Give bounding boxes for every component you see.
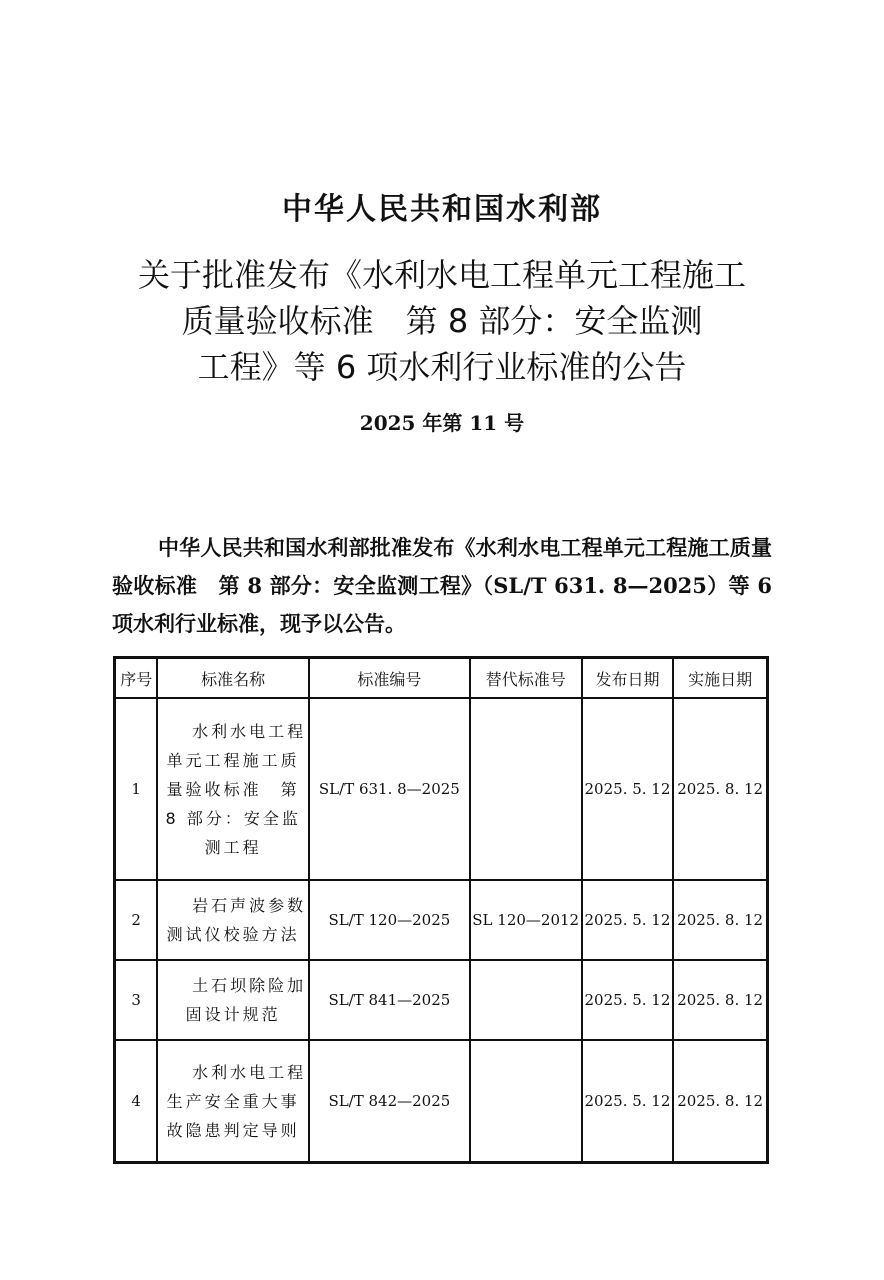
row-name-text: 水利水电工程生产安全重大事故隐患判定导则	[166, 1062, 307, 1140]
header-implemented: 实施日期	[673, 658, 767, 699]
row-seq: 4	[115, 1040, 158, 1163]
issuing-authority: 中华人民共和国水利部	[282, 192, 602, 227]
row-implemented: 2025. 8. 12	[673, 1040, 767, 1163]
document-number: 2025 年第 11 号	[359, 411, 525, 435]
table-row	[115, 698, 768, 880]
row-replaced: SL 120—2012	[470, 880, 582, 960]
row-code: SL/T 120—2025	[309, 880, 470, 960]
title-line-2: 质量验收标准 第 8 部分：安全监测	[181, 302, 703, 340]
row-seq: 3	[115, 960, 158, 1040]
row-published: 2025. 5. 12	[582, 1040, 674, 1163]
row-seq: 2	[115, 880, 158, 960]
row-seq: 1	[115, 698, 158, 880]
row-name-text: 水利水电工程单元工程施工质量验收标准 第 8 部分：安全监测工程	[165, 721, 307, 857]
row-published: 2025. 5. 12	[582, 880, 674, 960]
row-replaced	[470, 698, 582, 880]
row-name	[157, 698, 309, 880]
announcement-title	[60, 252, 824, 390]
row-code: SL/T 842—2025	[309, 1040, 470, 1163]
row-published: 2025. 5. 12	[582, 960, 674, 1040]
title-line-3: 工程》等 6 项水利行业标准的公告	[197, 348, 687, 386]
header-seq: 序号	[115, 658, 158, 699]
table-row	[115, 880, 768, 960]
row-implemented: 2025. 8. 12	[673, 698, 767, 880]
row-name	[157, 960, 309, 1040]
row-replaced	[470, 1040, 582, 1163]
announcement-paragraph: 中华人民共和国水利部批准发布《水利水电工程单元工程施工质量验收标准 第 8 部分：安全监测工程》（SL/T 631. 8—2025）等 6 项水利行业标准，现予以公告。	[112, 535, 772, 636]
row-name-text: 土石坝除险加固设计规范	[185, 976, 307, 1024]
header-published: 发布日期	[582, 658, 674, 699]
row-replaced	[470, 960, 582, 1040]
row-published: 2025. 5. 12	[582, 698, 674, 880]
header-name: 标准名称	[157, 658, 309, 699]
header-replaced: 替代标准号	[470, 658, 582, 699]
row-code: SL/T 841—2025	[309, 960, 470, 1040]
row-name-text: 岩石声波参数测试仪校验方法	[166, 896, 307, 944]
row-code: SL/T 631. 8—2025	[309, 698, 470, 880]
table-row	[115, 1040, 768, 1163]
row-name	[157, 880, 309, 960]
row-implemented: 2025. 8. 12	[673, 880, 767, 960]
table-row	[115, 960, 768, 1040]
header-code: 标准编号	[309, 658, 470, 699]
row-name	[157, 1040, 309, 1163]
table-header-row	[115, 658, 768, 699]
standards-table	[113, 656, 769, 1164]
title-line-1: 关于批准发布《水利水电工程单元工程施工	[137, 256, 746, 294]
row-implemented: 2025. 8. 12	[673, 960, 767, 1040]
